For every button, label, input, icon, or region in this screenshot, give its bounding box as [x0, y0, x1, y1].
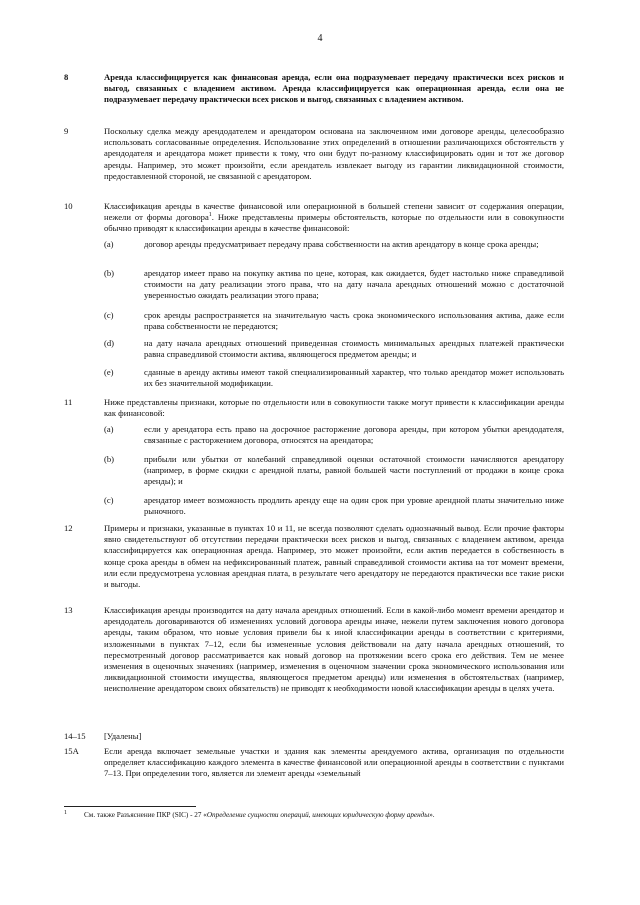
list-item	[104, 495, 564, 517]
paragraph-text: Ниже представлены признаки, которые по отдельности или в совокупности также могут привести к классификации аренды как финансовой:	[104, 397, 564, 419]
paragraph-number: 12	[64, 523, 73, 533]
list-item-text: срок аренды распространяется на значительную часть срока экономического использования актива, даже если права собственности не передаются;	[144, 310, 564, 332]
paragraph-number: 9	[64, 126, 69, 136]
list-item-text: сданные в аренду активы имеют такой специализированный характер, что только арендатор может использовать их без значительной модификации.	[144, 367, 564, 389]
paragraph-text	[104, 201, 564, 235]
paragraph-10	[64, 201, 564, 235]
paragraph-text-part: Классификация аренды в качестве финансовой или операционной в большей степени зависит от содержания операции, нежели от формы договора	[104, 201, 564, 223]
page-number: 4	[317, 33, 323, 44]
list-item-text: если у арендатора есть право на досрочное расторжение договора аренды, при котором убытки арендодателя, связанные с расторжением договора, относятся на арендатора;	[144, 424, 564, 446]
list-item	[104, 424, 564, 446]
paragraph-11	[64, 397, 564, 419]
footnote	[64, 811, 564, 820]
paragraph-9	[64, 126, 564, 182]
paragraph-number: 13	[64, 605, 73, 615]
list-item-text: прибыли или убытки от колебаний справедливой оценки остаточной стоимости начисляются арендатору (например, в форме скидки с арендной платы, равной большей части поступлений от продажи в конце срока аренды); и	[144, 454, 564, 487]
list-item-label: (c)	[104, 310, 114, 320]
list-item-label: (e)	[104, 367, 114, 377]
paragraph-15a	[64, 746, 564, 780]
paragraph-text: Примеры и признаки, указанные в пунктах 10 и 11, не всегда позволяют сделать однозначный вывод. Если прочие факторы явно свидетельствуют об отсутствии передачи практически всех рисков и выгод, связанных с владением активом, аренда классифицируется как операционная аренда. Например, это может произойти, если актив передается в собственность в конце срока аренды в обмен на нефиксированный платеж, равный справедливой стоимости актива на тот момент времени, или если предусмотрена условная арендная плата, в результате чего арендатору не передаются практически все такие риски и выгоды.	[104, 523, 564, 590]
list-item-label: (a)	[104, 424, 114, 434]
list-item-text: арендатор имеет возможность продлить аренду еще на один срок при уровне арендной платы значительно ниже рыночного.	[144, 495, 564, 517]
paragraph-text: Если аренда включает земельные участки и здания как элементы арендуемого актива, организация по отдельности определяет классификацию каждого элемента в качестве финансовой или операционной аренды в соответствии с пунктами 7–13. При определении того, является ли элемент аренды «земельный	[104, 746, 564, 779]
list-item-text: на дату начала арендных отношений приведенная стоимость минимальных арендных платежей практически равна справедливой стоимости актива, являющегося предметом аренды; и	[144, 338, 564, 360]
paragraph-text: Аренда классифицируется как финансовая аренда, если она подразумевает передачу практически всех рисков и выгод, связанных с владением активом. Аренда классифицируется как операционная аренда, если она не подразумевает передачу практически всех рисков и выгод, связанных с владением активом.	[104, 72, 564, 105]
paragraph-14-15	[64, 731, 564, 742]
footnote-marker: 1	[64, 810, 67, 816]
paragraph-text: Классификация аренды производится на дату начала арендных отношений. Если в какой-либо момент времени арендатор и арендодатель договариваются об изменениях условий договора аренды иначе, нежели путем заключения нового договора аренды, таким образом, что новые условия привели бы к иной классификации аренды в соответствии с критериями, изложенными в пунктах 7–12, если бы измененные условия действовали на дату начала арендных отношений, то пересмотренный договор рассматривается как новый договор на протяжении всего срока его действия. Тем не менее изменения в оценочных значениях (например, изменения в оценочном значении срока экономического использования или ликвидационной стоимости имущества, являющегося предметом аренды) или изменения в обстоятельствах (например, неисполнение арендатором своих обязательств) не приводят к необходимости новой классификации аренды в целях учета.	[104, 605, 564, 694]
list-item	[104, 239, 564, 250]
list-item	[104, 454, 564, 488]
paragraph-8	[64, 72, 564, 106]
list-item	[104, 310, 564, 332]
list-item-label: (b)	[104, 454, 115, 464]
list-item-label: (b)	[104, 268, 115, 278]
paragraph-number: 11	[64, 397, 73, 407]
footnote-reference: 1	[208, 212, 212, 219]
paragraph-number: 15A	[64, 746, 79, 756]
paragraph-text-part: . Ниже представлены примеры обстоятельств, которые по отдельности или в совокупности обычно приводят к классификации аренды в качестве финансовой:	[104, 212, 564, 234]
list-item	[104, 268, 564, 302]
list-item-label: (d)	[104, 338, 115, 348]
footnote-text-prefix: См. также Разъяснение ПКР (SIC) - 27 «	[84, 811, 207, 819]
paragraph-text: Поскольку сделка между арендодателем и арендатором основана на заключенном ими договоре аренды, целесообразно использовать согласованные определения. Использование этих определений в отношении различающихся обстоятельств у арендодателя и арендатора может привести к тому, что они будут по-разному классифицировать один и тот же договор аренды. Например, это может произойти, если арендатель извлекает выгоду из гарантии ликвидационной стоимости, предоставленной стороной, не связанной с арендатором.	[104, 126, 564, 181]
footnote-separator	[64, 806, 196, 807]
footnote-text-title: Определение сущности операций, имеющих юридическую форму аренды	[206, 811, 430, 819]
list-item	[104, 338, 564, 360]
paragraph-number: 14–15	[64, 731, 86, 741]
list-item	[104, 367, 564, 389]
paragraph-number: 10	[64, 201, 73, 211]
paragraph-13	[64, 605, 564, 695]
list-item-label: (a)	[104, 239, 114, 249]
paragraph-12	[64, 523, 564, 590]
paragraph-text: [Удалены]	[104, 731, 142, 741]
paragraph-number: 8	[64, 72, 69, 82]
footnote-text	[84, 811, 564, 820]
list-item-label: (c)	[104, 495, 114, 505]
footnote-text-suffix: ».	[429, 811, 435, 819]
list-item-text: договор аренды предусматривает передачу права собственности на актив арендатору в конце срока аренды;	[144, 239, 539, 249]
list-item-text: арендатор имеет право на покупку актива по цене, которая, как ожидается, будет настолько ниже справедливой стоимости на дату реализации этого права, что на дату начала арендных отношений можно с достаточной уверенностью ожидать реализации этого права;	[144, 268, 564, 301]
